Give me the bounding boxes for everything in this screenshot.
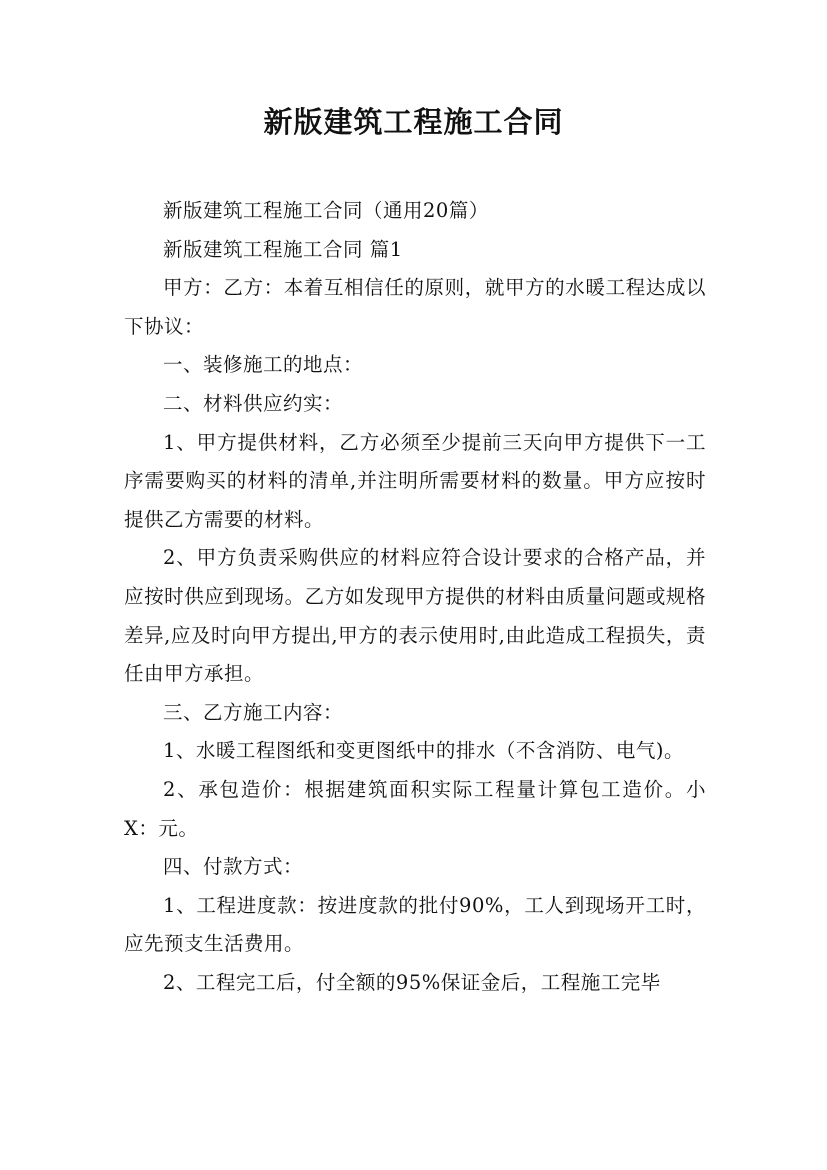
paragraph-collection-title: 新版建筑工程施工合同（通用20篇） (163, 199, 489, 222)
paragraph-section-4: 四、付款方式： (163, 855, 304, 879)
paragraph-article-heading: 新版建筑工程施工合同 篇1 (163, 237, 403, 261)
paragraph-section-4-item-2: 2、工程完工后，付全额的95%保证金后，工程施工完毕 (163, 970, 661, 994)
paragraph-section-3: 三、乙方施工内容： (163, 700, 344, 724)
paragraph-section-2-item-2: 2、甲方负责采购供应的材料应符合设计要求的合格产品，并应按时供应到现场。乙方如发现甲方提供的材料由质量问题或规格差异,应及时向甲方提出,甲方的表示使用时,由此造成工程损失，责任由甲方承担。 (124, 546, 706, 686)
document-title: 新版建筑工程施工合同 (263, 105, 564, 139)
paragraph-parties: 甲方：乙方：本着互相信任的原则，就甲方的水暖工程达成以下协议： (124, 276, 706, 338)
paragraph-section-3-item-1: 1、水暖工程图纸和变更图纸中的排水（不含消防、电气)。 (163, 739, 685, 763)
paragraph-section-1: 一、装修施工的地点： (163, 353, 364, 377)
paragraph-section-2-item-1: 1、甲方提供材料，乙方必须至少提前三天向甲方提供下一工序需要购买的材料的清单,并注明所需要材料的数量。甲方应按时提供乙方需要的材料。 (124, 430, 706, 531)
document-body (124, 192, 706, 1002)
paragraph-section-2: 二、材料供应约实： (163, 391, 344, 415)
paragraph-section-4-item-1: 1、工程进度款：按进度款的批付90%，工人到现场开工时，应先预支生活费用。 (124, 893, 706, 956)
paragraph-section-3-item-2: 2、承包造价：根据建筑面积实际工程量计算包工造价。小X：元。 (124, 777, 706, 840)
